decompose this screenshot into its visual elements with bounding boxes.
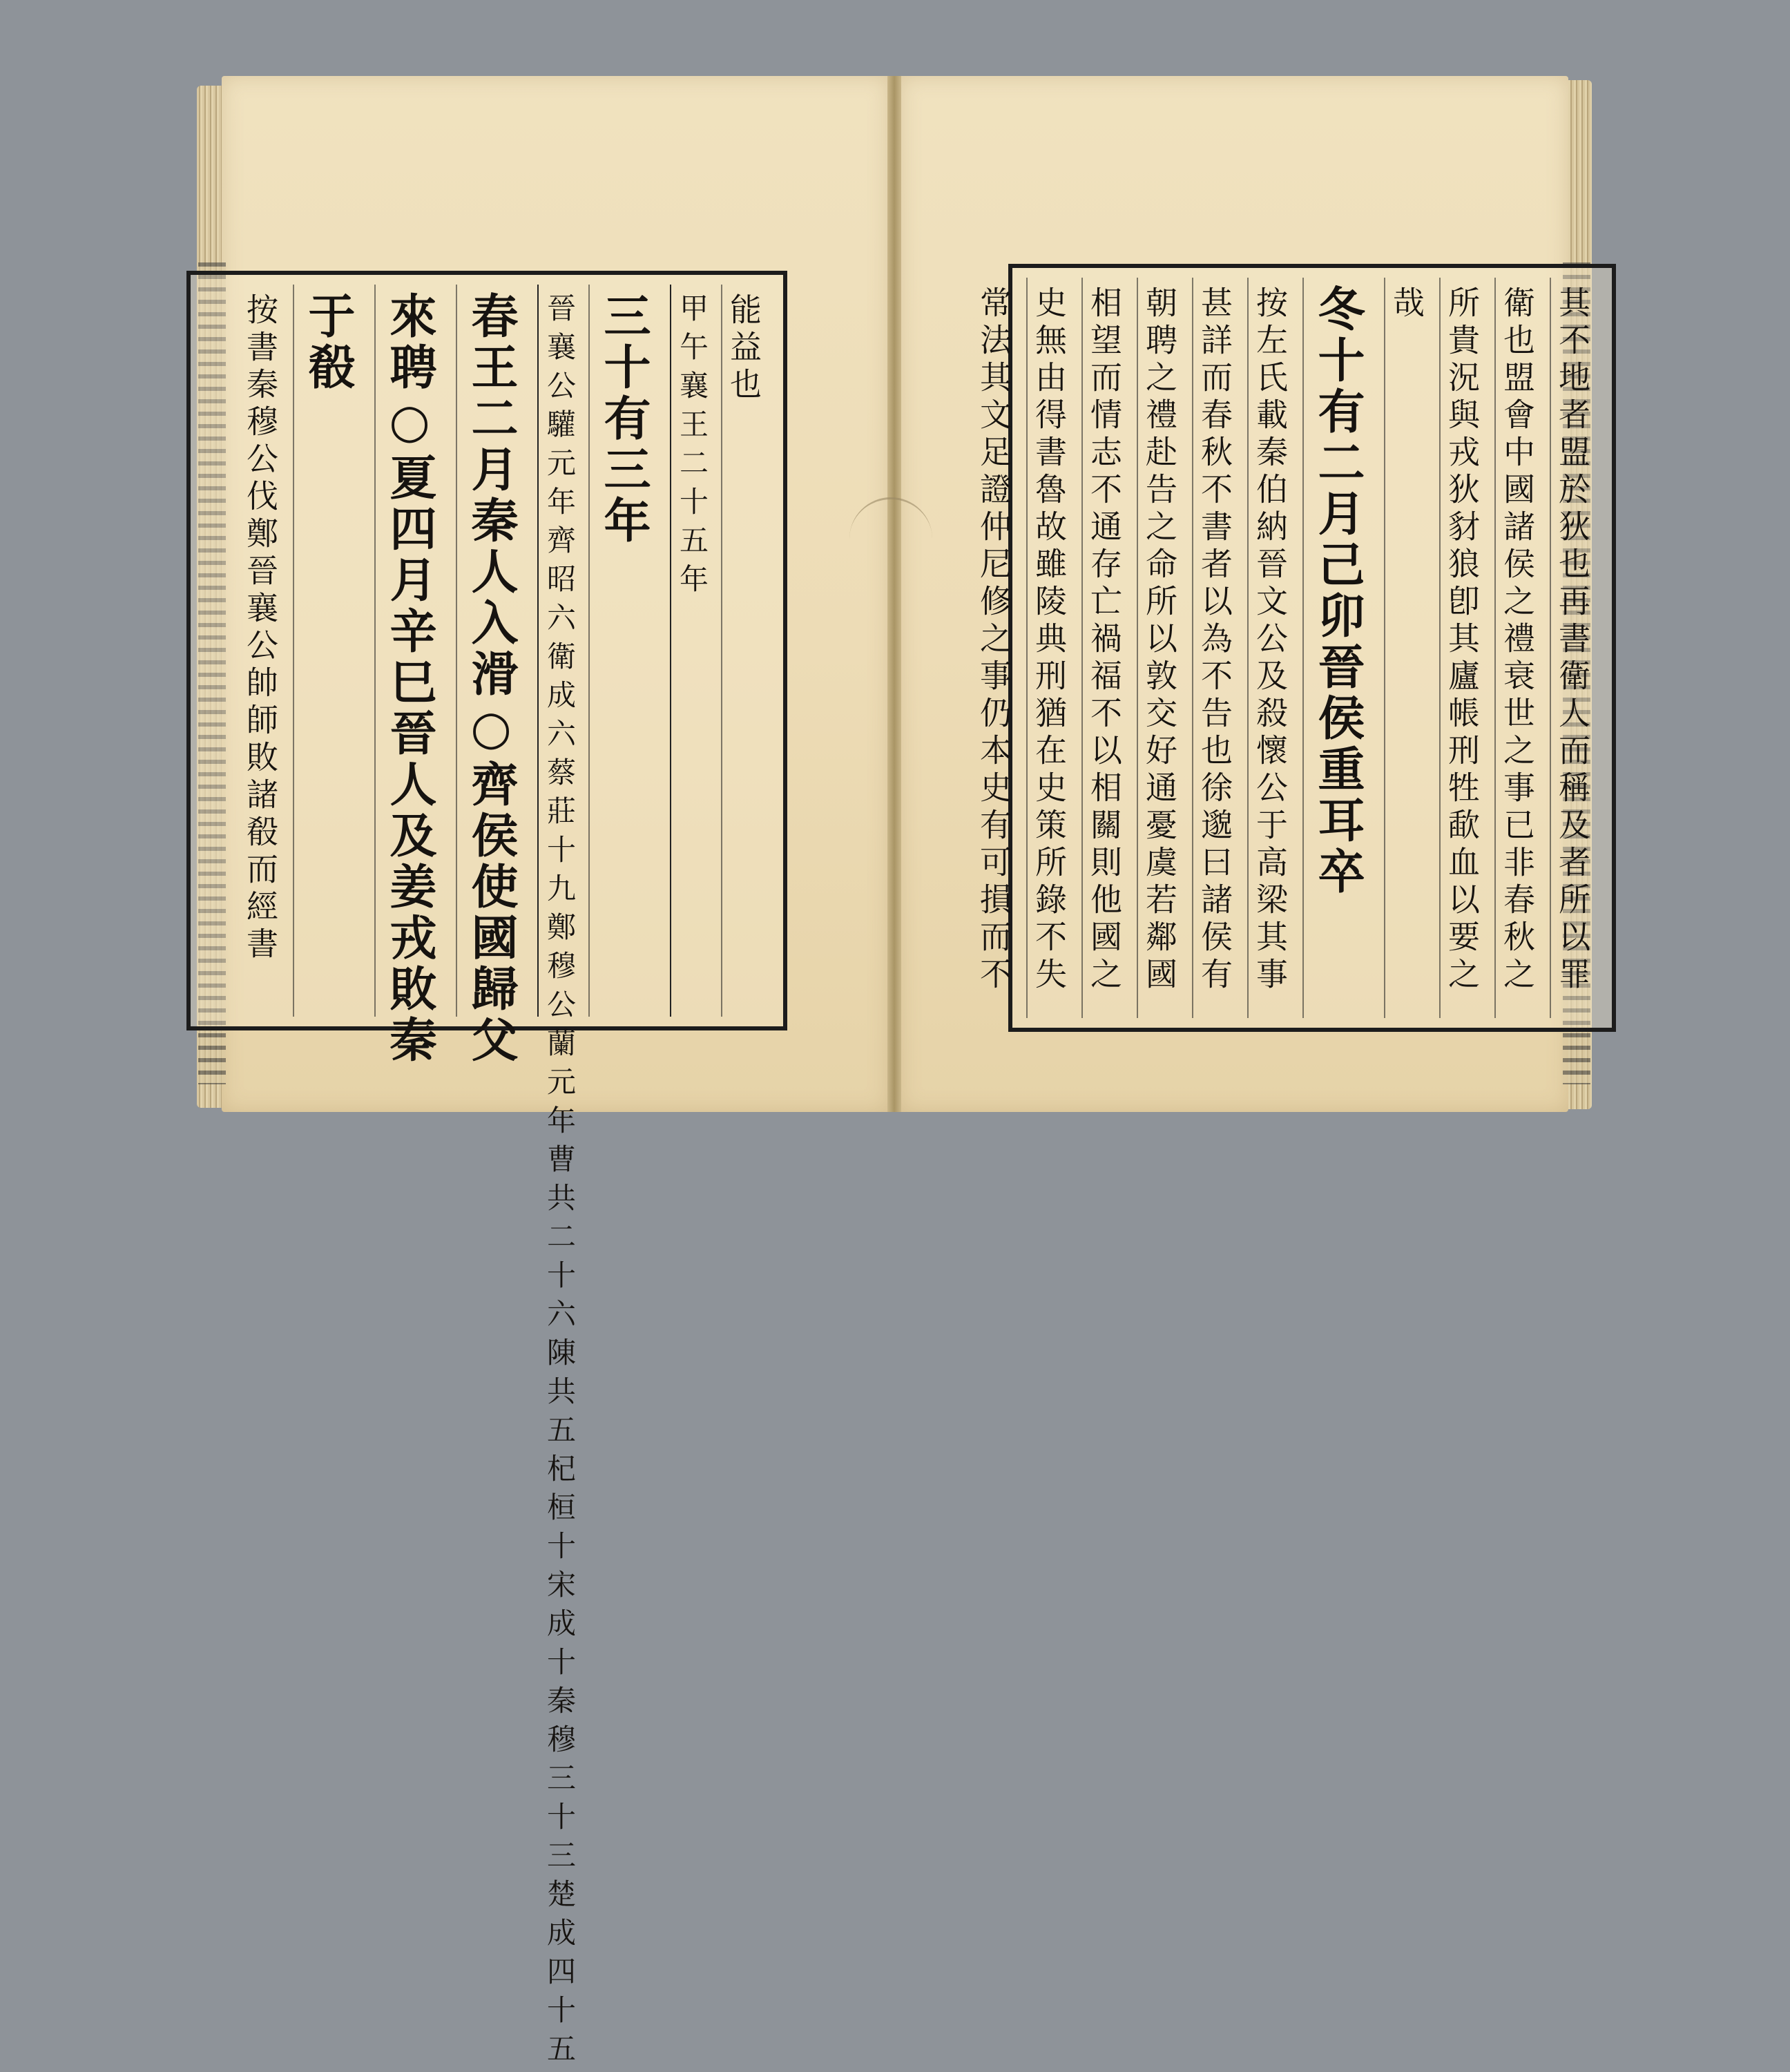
main-text-column: 冬十有二月己卯晉侯重耳卒	[1302, 278, 1384, 1018]
commentary-column: 史無由得書魯故雖陵典刑猶在史策所錄不失	[1026, 278, 1081, 1018]
states-chronology-column: 晉襄公驩元年齊昭六衛成六蔡莊十九鄭穆公蘭元年曹共二十六陳共五杞桓十宋成十秦穆三十三楚成四十五	[537, 285, 588, 1017]
commentary-column: 常法其文足證仲尼修之事仍本史有可損而不	[975, 286, 1012, 995]
book-gutter	[887, 76, 901, 1112]
commentary-column: 甚詳而春秋不書者以為不告也徐邈曰諸侯有	[1192, 278, 1247, 1018]
commentary-column: 其不地者盟於狄也再書衛人而稱及者所以罪	[1550, 278, 1605, 1018]
left-text-frame	[186, 271, 787, 2072]
commentary-column: 朝聘之禮赴告之命所以敦交好通憂虞若鄰國	[1137, 278, 1192, 1018]
commentary-column: 所貴況與戎狄豺狼卽其廬帳刑牲歃血以要之	[1439, 278, 1494, 1018]
main-text-column: 來聘○夏四月辛巳晉人及姜戎敗秦	[374, 285, 456, 1017]
commentary-column: 按書秦穆公伐鄭晉襄公帥師敗諸殽而經書	[242, 293, 279, 964]
heading-column: 三十有三年	[588, 285, 670, 1017]
commentary-column: 相望而情志不通存亡禍福不以相關則他國之	[1081, 278, 1137, 1018]
right-text-frame	[975, 264, 1616, 1032]
commentary-column: 哉	[1384, 278, 1439, 1018]
commentary-column: 按左氏載秦伯納晉文公及殺懷公于高梁其事	[1247, 278, 1302, 1018]
year-note-column: 甲午襄王二十五年	[670, 285, 721, 1017]
main-text-column: 春王二月秦人入滑○齊侯使國歸父	[456, 285, 537, 1017]
commentary-column: 衛也盟會中國諸侯之禮衰世之事已非春秋之	[1494, 278, 1550, 1018]
text-column: 能益也	[721, 285, 776, 1017]
main-text-column: 于殽	[293, 285, 374, 1017]
